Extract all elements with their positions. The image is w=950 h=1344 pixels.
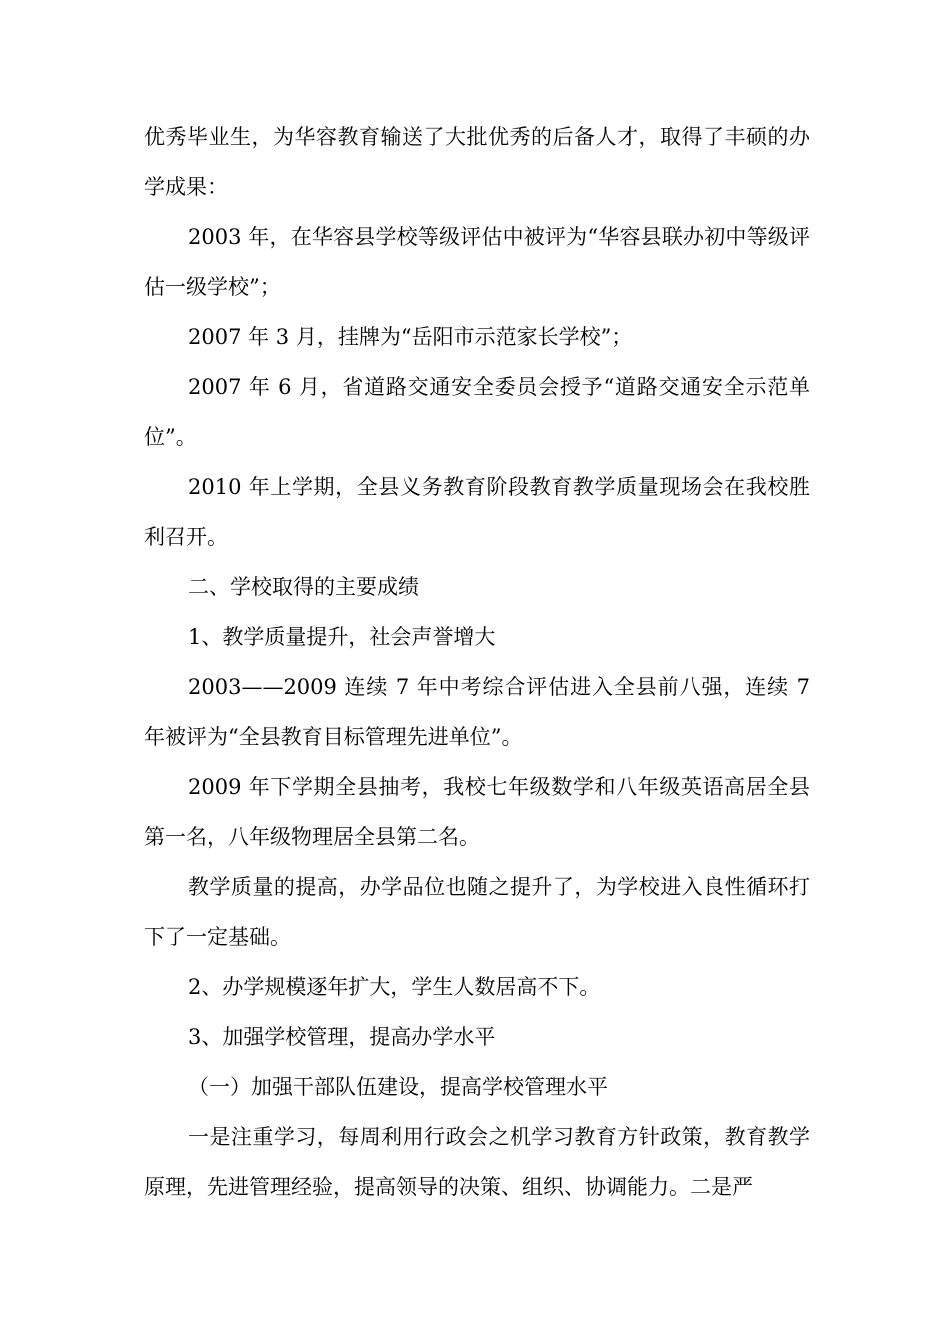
section-heading-achievements: 二、学校取得的主要成绩	[188, 575, 419, 599]
paragraph-2010-meeting: 2010 年上学期，全县义务教育阶段教育教学质量现场会在我校胜利召开。	[144, 475, 810, 549]
paragraph-2007-june: 2007 年 6 月，省道路交通安全委员会授予“道路交通安全示范单位”。	[144, 375, 810, 449]
document-body	[144, 112, 810, 1212]
paragraph-2009-exam: 2009 年下学期全县抽考，我校七年级数学和八年级英语高居全县第一名，八年级物理居全县第二名。	[144, 775, 810, 849]
paragraph-2003-evaluation: 2003 年，在华容县学校等级评估中被评为“华容县联办初中等级评估一级学校”；	[144, 225, 810, 299]
subheading-teaching-quality: 1、教学质量提升，社会声誉增大	[188, 625, 496, 649]
paragraph-quality-improvement: 教学质量的提高，办学品位也随之提升了，为学校进入良性循环打下了一定基础。	[144, 875, 810, 949]
subheading-school-scale: 2、办学规模逐年扩大，学生人数居高不下。	[188, 975, 601, 999]
paragraph-continuation: 优秀毕业生，为华容教育输送了大批优秀的后备人才，取得了丰硕的办学成果：	[144, 125, 810, 199]
subheading-cadre-building: （一）加强干部队伍建设，提高学校管理水平	[188, 1075, 608, 1099]
paragraph-2007-march: 2007 年 3 月，挂牌为“岳阳市示范家长学校”；	[188, 325, 633, 349]
subheading-school-management: 3、加强学校管理，提高办学水平	[188, 1025, 496, 1049]
paragraph-2003-2009-ranking: 2003——2009 连续 7 年中考综合评估进入全县前八强，连续 7 年被评为“全县教育目标管理先进单位”。	[144, 675, 810, 749]
paragraph-study-focus: 一是注重学习，每周利用行政会之机学习教育方针政策，教育教学原理，先进管理经验，提高领导的决策、组织、协调能力。二是严	[144, 1125, 810, 1199]
